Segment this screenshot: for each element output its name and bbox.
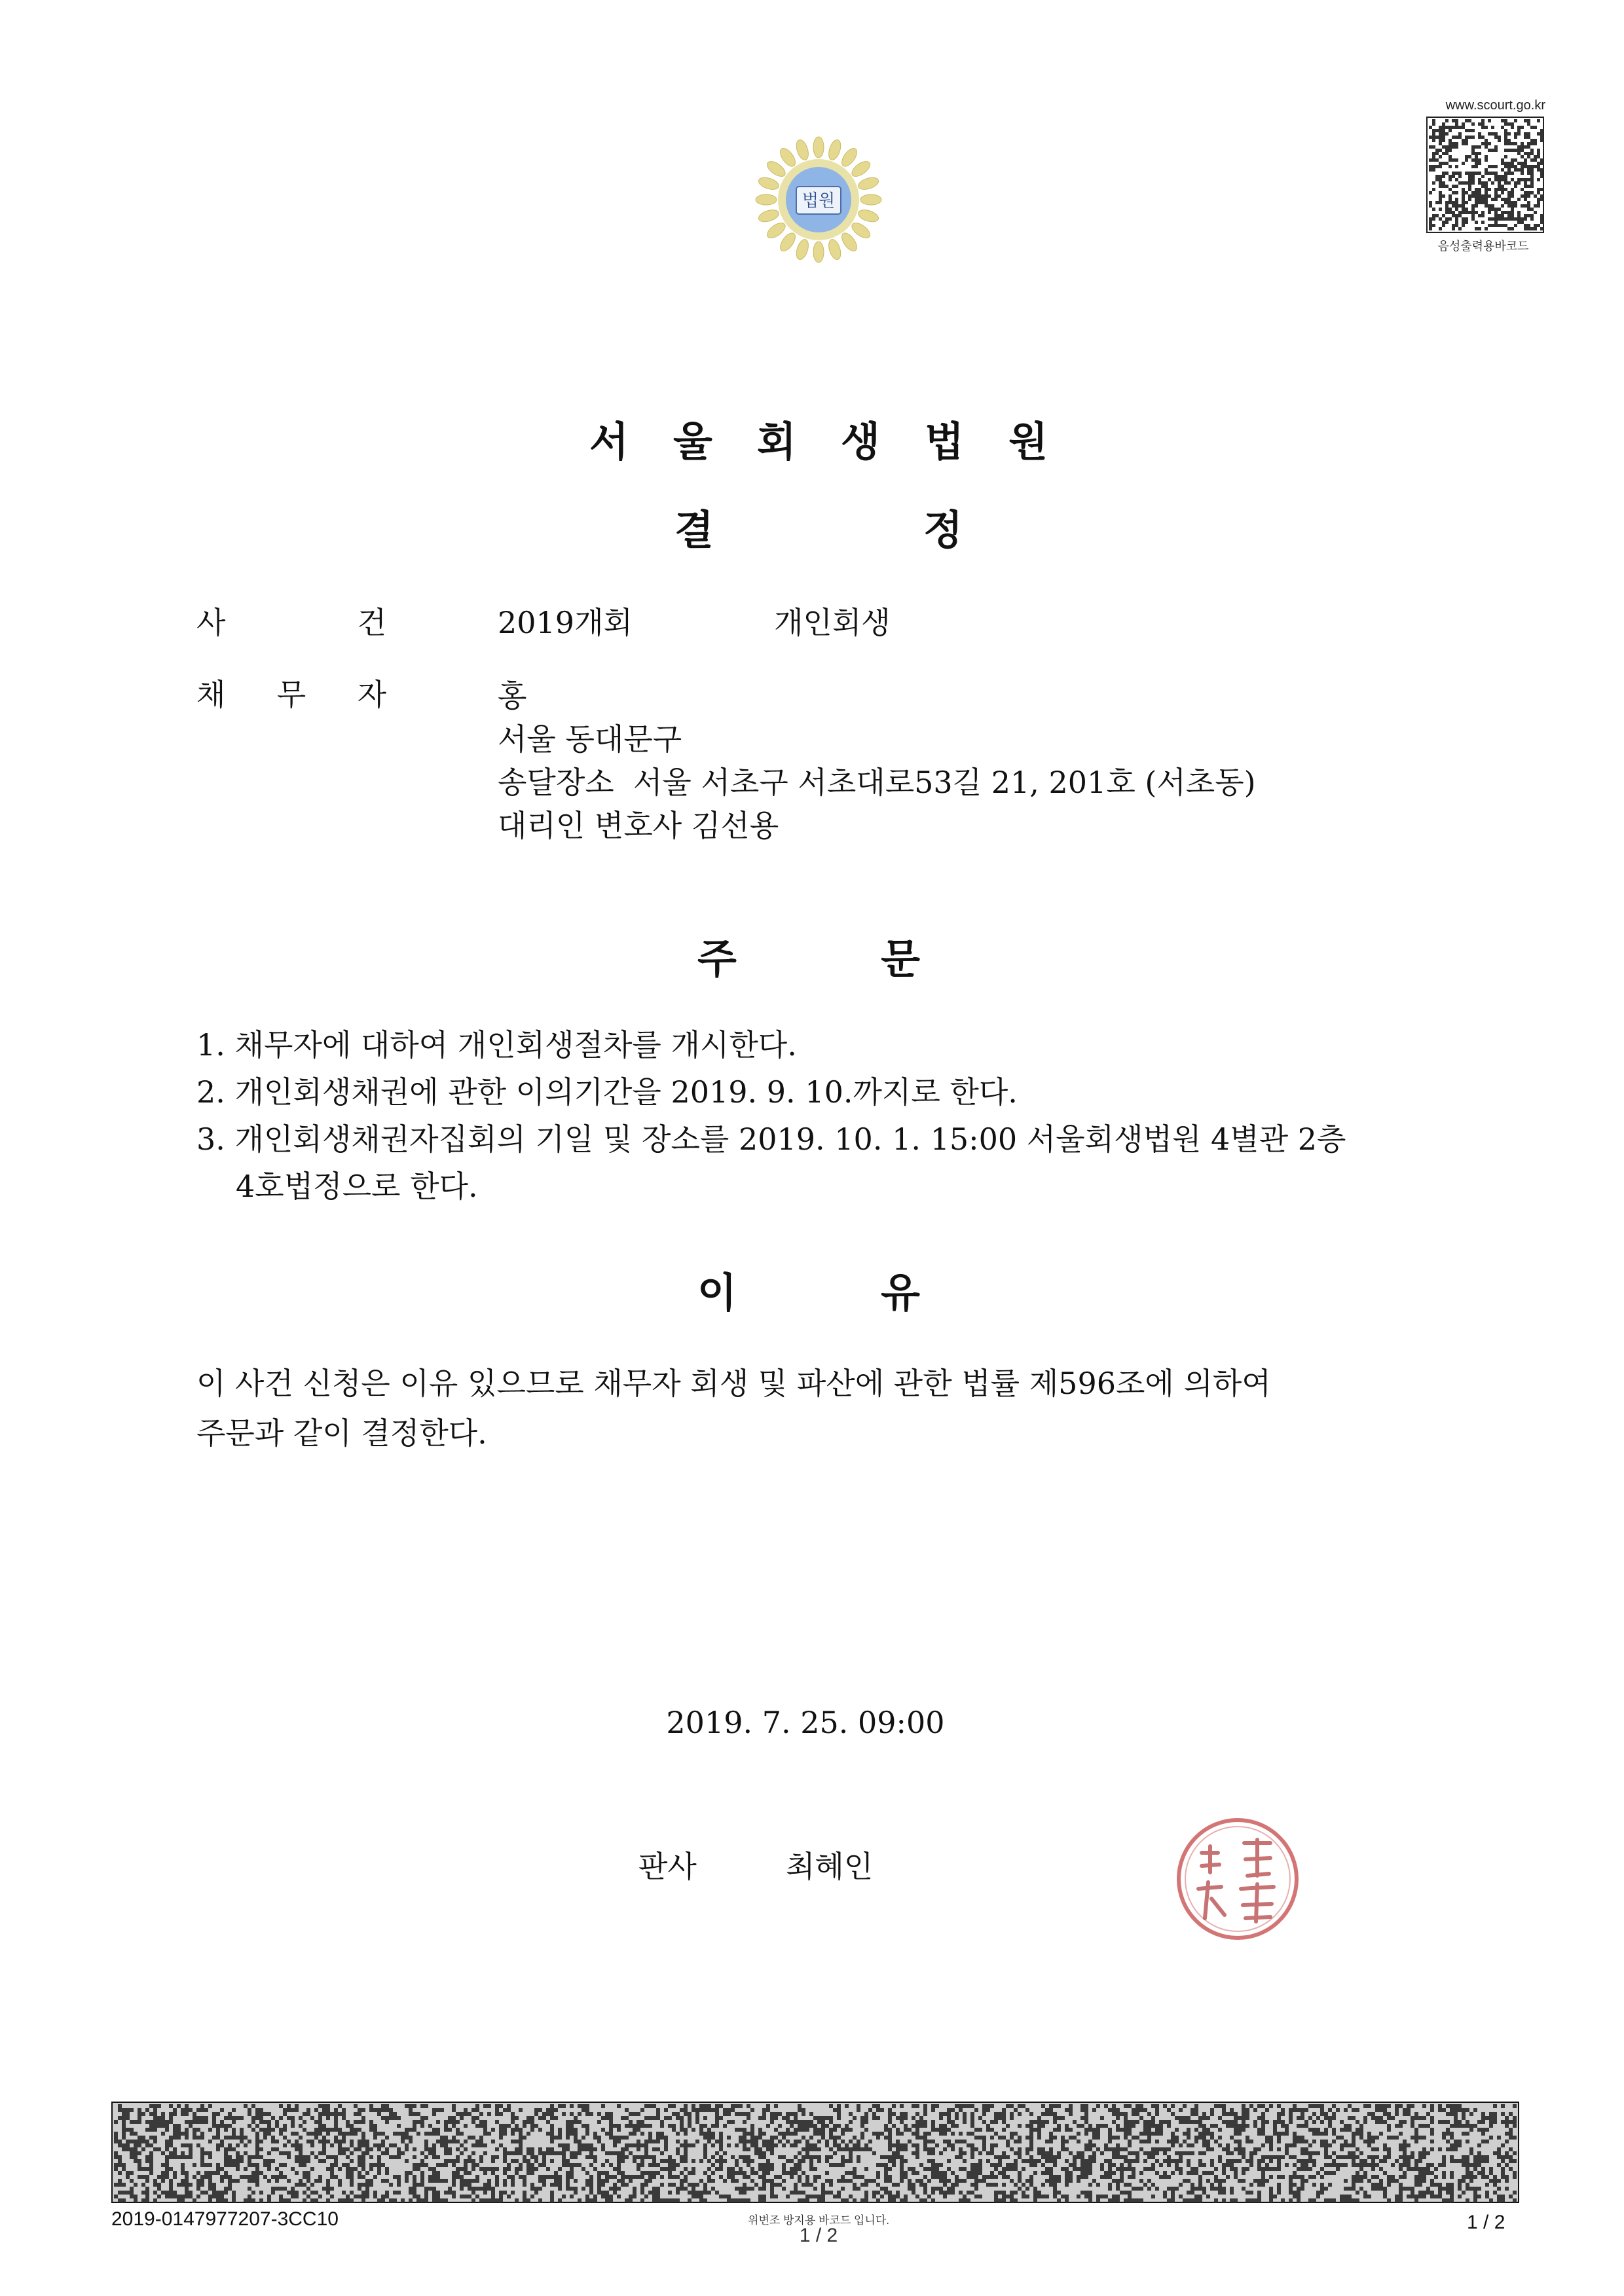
order-heading: 주 문 xyxy=(697,935,920,983)
judge-signature-line xyxy=(638,1846,873,1887)
qr-url: www.scourt.go.kr xyxy=(1445,98,1545,113)
judge-name: 최혜인 xyxy=(786,1849,874,1884)
document-title: 결 정 xyxy=(674,506,963,554)
case-number: 2019개회 xyxy=(498,605,633,640)
qr-code-icon xyxy=(1426,117,1544,233)
qr-label: 음성출력용바코드 xyxy=(1437,240,1529,253)
page-number-right: 1 / 2 xyxy=(1467,2212,1505,2233)
judge-title: 판사 xyxy=(638,1849,697,1884)
judge-seal-icon xyxy=(1172,1813,1303,1944)
debtor-delivery: 송달장소 서울 서초구 서초대로53길 21, 201호 (서초동) xyxy=(498,765,1256,800)
debtor-address: 서울 동대문구 xyxy=(498,721,682,757)
page-number-center: 1 / 2 xyxy=(799,2225,838,2246)
document-code: 2019-0147977207-3CC10 xyxy=(111,2208,339,2230)
debtor-info xyxy=(498,674,1256,847)
barcode-note: 위변조 방지용 바코드 입니다. xyxy=(748,2214,889,2227)
emblem-text: 법원 xyxy=(802,191,836,211)
order-item: 2. 개인회생채권에 관한 이의기간을 2019. 9. 10.까지로 한다. xyxy=(196,1074,1018,1110)
court-name: 서 울 회 생 법 원 xyxy=(589,418,1048,465)
anti-forgery-barcode-icon xyxy=(111,2102,1519,2203)
case-label: 사 건 xyxy=(196,605,386,640)
order-item-continuation: 4호법정으로 한다. xyxy=(236,1169,478,1204)
debtor-name: 홍 xyxy=(498,678,527,714)
case-type: 개인회생 xyxy=(774,605,891,640)
debtor-attorney: 대리인 변호사 김선용 xyxy=(498,808,779,843)
decision-date: 2019. 7. 25. 09:00 xyxy=(666,1705,945,1740)
debtor-label: 채 무 자 xyxy=(196,677,386,712)
order-item: 3. 개인회생채권자집회의 기일 및 장소를 2019. 10. 1. 15:00 서울회생법원 4별관 2층 xyxy=(196,1121,1346,1157)
reason-text xyxy=(196,1358,1428,1458)
court-emblem xyxy=(740,134,897,265)
reason-line: 주문과 같이 결정한다. xyxy=(196,1415,487,1451)
reason-line: 이 사건 신청은 이유 있으므로 채무자 회생 및 파산에 관한 법률 제596조에 의하여 xyxy=(196,1366,1271,1401)
order-list xyxy=(196,1021,1428,1210)
order-item: 1. 채무자에 대하여 개인회생절차를 개시한다. xyxy=(196,1027,797,1063)
reason-heading: 이 유 xyxy=(697,1269,920,1317)
